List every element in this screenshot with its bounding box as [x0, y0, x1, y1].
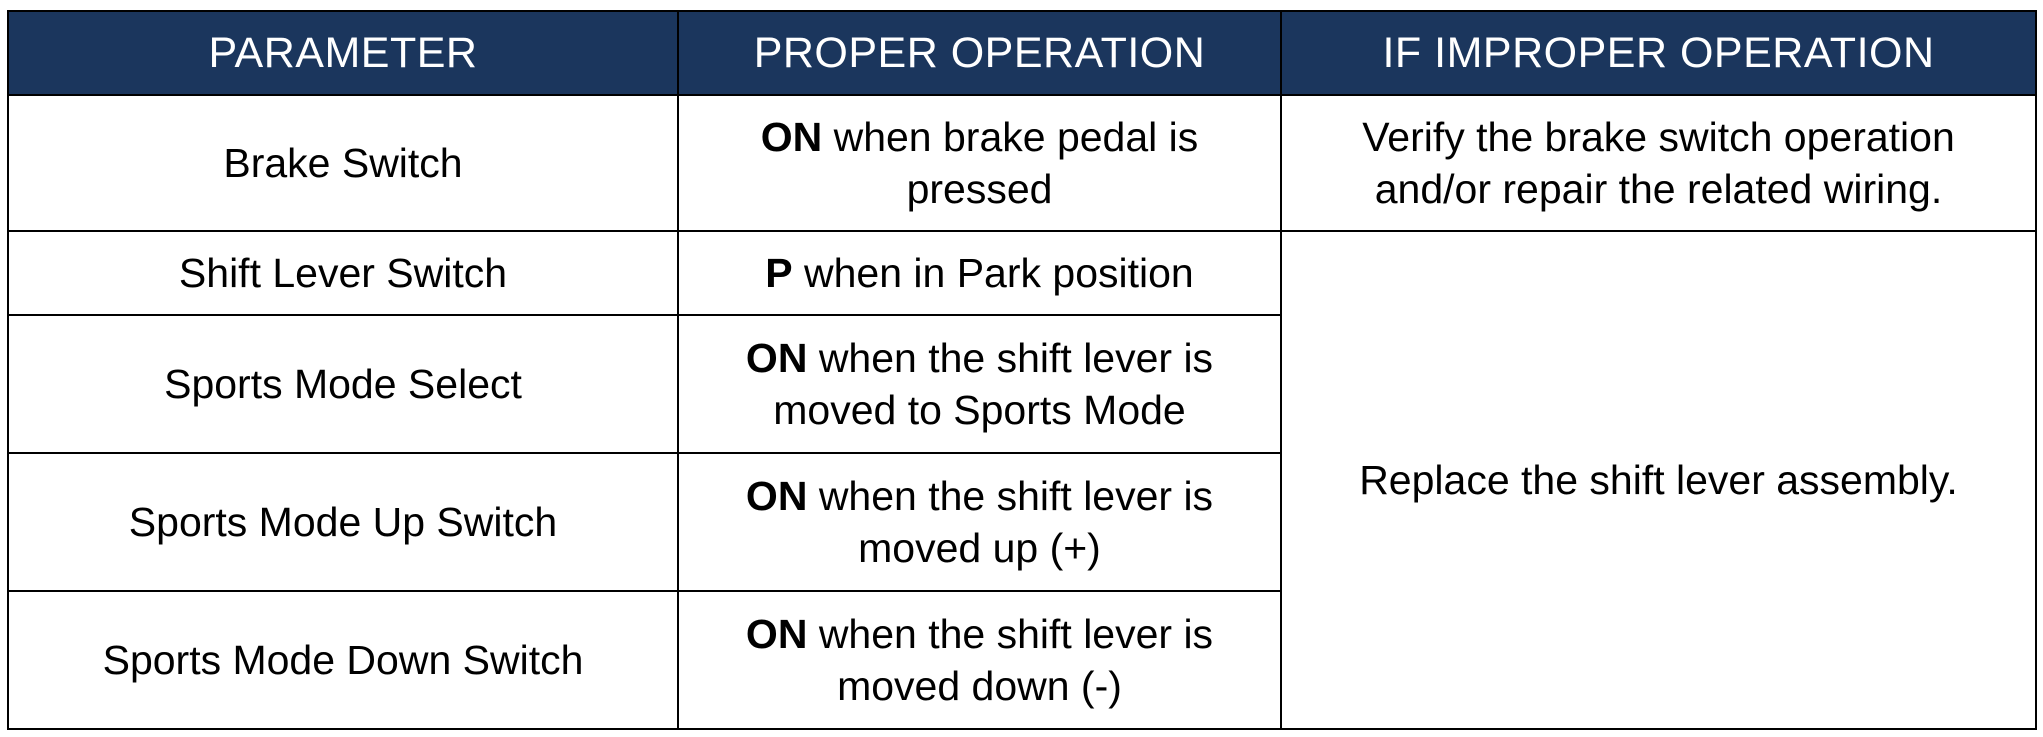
proper-operation-text: when the shift lever is — [807, 335, 1214, 382]
state-keyword: ON — [745, 611, 808, 658]
parameter-cell: Brake Switch — [8, 95, 678, 231]
parameter-cell: Sports Mode Up Switch — [8, 453, 678, 591]
state-keyword: ON — [745, 335, 808, 382]
table-row-shift-lever-switch — [8, 231, 2036, 316]
proper-operation-cell — [678, 231, 1281, 316]
improper-operation-cell — [1281, 95, 2036, 231]
parameter-cell: Sports Mode Down Switch — [8, 591, 678, 729]
diagnostic-table — [7, 10, 2037, 730]
proper-operation-line1 — [693, 470, 1266, 522]
proper-operation-text: when the shift lever is — [807, 611, 1214, 658]
parameter-cell: Shift Lever Switch — [8, 231, 678, 316]
state-keyword: P — [765, 250, 793, 297]
proper-operation-line2: moved to Sports Mode — [773, 387, 1186, 434]
proper-operation-cell — [678, 95, 1281, 231]
table-row-brake-switch — [8, 95, 2036, 231]
improper-operation-line2: and/or repair the related wiring. — [1374, 165, 1943, 212]
improper-operation-line1: Verify the brake switch operation — [1362, 113, 1955, 160]
proper-operation-text: when brake pedal is — [822, 113, 1199, 160]
proper-operation-cell — [678, 591, 1281, 729]
state-keyword: ON — [760, 113, 823, 160]
header-improper-operation: IF IMPROPER OPERATION — [1281, 11, 2036, 95]
proper-operation-line1 — [693, 247, 1266, 299]
proper-operation-line1 — [693, 111, 1266, 163]
header-proper-operation: PROPER OPERATION — [678, 11, 1281, 95]
proper-operation-line1 — [693, 332, 1266, 384]
header-parameter: PARAMETER — [8, 11, 678, 95]
improper-operation-merged-cell: Replace the shift lever assembly. — [1281, 231, 2036, 729]
proper-operation-line2: moved up (+) — [858, 525, 1101, 572]
proper-operation-line2: moved down (-) — [837, 663, 1122, 710]
state-keyword: ON — [745, 473, 808, 520]
proper-operation-text: when the shift lever is — [807, 473, 1214, 520]
proper-operation-line2: pressed — [906, 165, 1053, 212]
header-row — [8, 11, 2036, 95]
proper-operation-cell — [678, 315, 1281, 453]
proper-operation-cell — [678, 453, 1281, 591]
parameter-cell: Sports Mode Select — [8, 315, 678, 453]
proper-operation-line1 — [693, 608, 1266, 660]
proper-operation-text: when in Park position — [792, 250, 1194, 297]
